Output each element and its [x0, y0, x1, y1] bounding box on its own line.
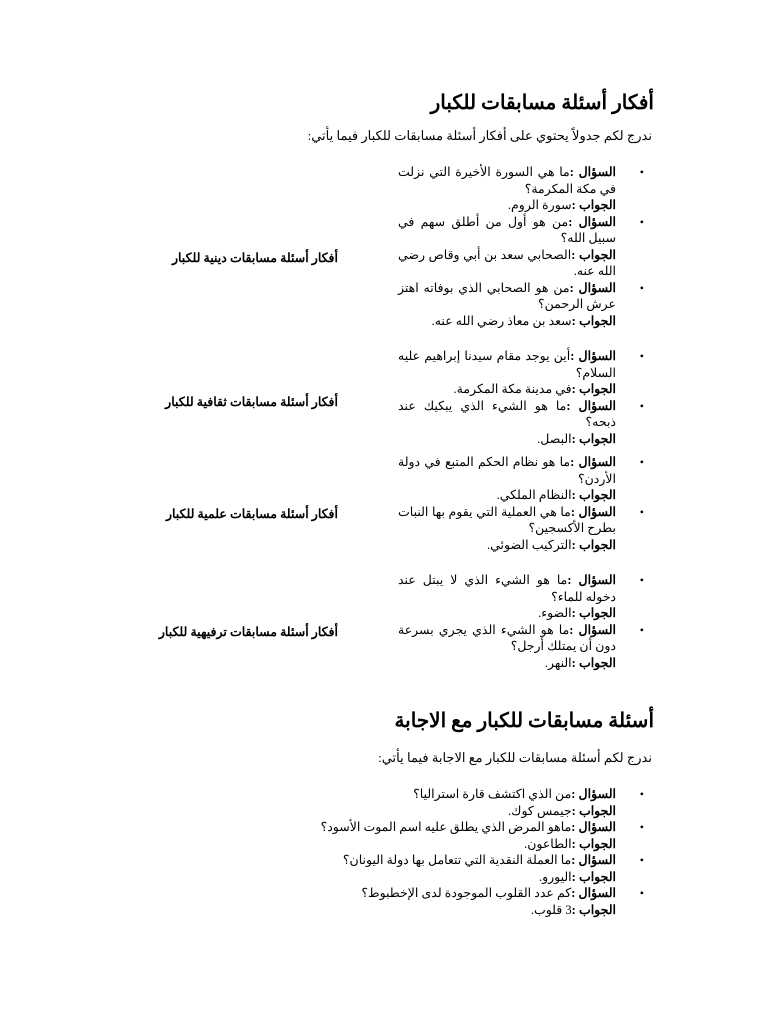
answer-text: في مدينة مكة المكرمة. [453, 382, 572, 396]
question-label: السؤال : [568, 214, 617, 229]
answer-line [398, 313, 616, 330]
bullet-icon: • [639, 398, 644, 413]
list-item [226, 852, 646, 885]
answer-text: الطاعون. [524, 836, 572, 851]
answer-line [398, 487, 616, 504]
question-text: ماهو المرض الذي يطلق عليه اسم الموت الأسود؟ [320, 820, 572, 834]
qa-list-cultural [398, 348, 646, 447]
answer-text: النظام الملكي. [496, 488, 572, 502]
category-title-religious: أفكار أسئلة مسابقات دينية للكبار [171, 251, 338, 265]
question-label: السؤال : [569, 622, 616, 637]
question-label: السؤال : [571, 787, 616, 801]
question-line [226, 885, 616, 902]
section-title: أفكار أسئلة مسابقات للكبار [430, 92, 654, 114]
question-label: السؤال : [571, 820, 616, 834]
answer-text: الصحابي سعد بن أبي وقاص رضي الله عنه. [398, 247, 616, 278]
bullet-icon: • [639, 787, 644, 801]
question-line [398, 504, 616, 537]
answer-text: سعد بن معاذ رضي الله عنه. [431, 313, 572, 328]
answer-label: الجواب : [571, 655, 616, 670]
list-item [226, 819, 646, 852]
qa-list-religious [398, 164, 646, 329]
question-label: السؤال : [570, 504, 616, 519]
answer-label: الجواب : [571, 247, 616, 262]
question-line [398, 454, 616, 487]
question-line [398, 348, 616, 381]
list-item [398, 454, 646, 504]
qa-list-with-answers [226, 786, 646, 918]
list-item [398, 164, 646, 214]
answer-label: الجواب : [571, 803, 616, 818]
section-title: أسئلة مسابقات للكبار مع الاجابة [394, 710, 654, 732]
answer-text: النهر. [544, 655, 572, 670]
question-text: ما هو نظام الحكم المتبع في دولة الأردن؟ [398, 455, 616, 486]
question-label: السؤال : [569, 280, 616, 295]
answer-line [226, 836, 616, 853]
bullet-icon: • [639, 622, 644, 637]
answer-text: الضوء. [538, 606, 572, 620]
qa-list-entertainment [398, 572, 646, 671]
answer-label: الجواب : [571, 537, 616, 552]
question-text: ما العملة النقدية التي تتعامل بها دولة اليونان؟ [342, 853, 572, 867]
question-text: ما هي السورة الأخيرة التي نزلت في مكة المكرمة؟ [398, 165, 616, 196]
list-item [398, 504, 646, 554]
question-text: ما هي العملية التي يقوم بها النبات بطرح الأكسجين؟ [398, 504, 616, 535]
question-text: من هو الصحابي الذي بوفاته اهتز عرش الرحمن؟ [398, 280, 616, 311]
answer-label: الجواب : [571, 313, 616, 328]
list-item [226, 885, 646, 918]
question-label: السؤال : [566, 398, 617, 413]
answer-text: سورة الروم. [507, 198, 572, 212]
answer-label: الجواب : [571, 488, 616, 502]
question-text: من الذي اكتشف قارة استراليا؟ [413, 787, 572, 801]
question-line [226, 852, 616, 869]
qa-list-scientific [398, 454, 646, 553]
answer-line [398, 537, 616, 554]
answer-label: الجواب : [571, 198, 616, 212]
list-item [398, 572, 646, 622]
answer-line [398, 247, 616, 280]
section-intro: ندرج لكم أسئلة مسابقات للكبار مع الاجابة فيما يأتي: [378, 750, 652, 765]
bullet-icon: • [639, 280, 644, 295]
bullet-icon: • [639, 573, 644, 587]
answer-line [398, 605, 616, 622]
category-title-cultural: أفكار أسئلة مسابقات ثقافية للكبار [165, 395, 338, 409]
list-item [226, 786, 646, 819]
bullet-icon: • [639, 214, 644, 229]
answer-line [398, 381, 616, 398]
answer-label: الجواب : [571, 869, 616, 884]
answer-label: الجواب : [571, 382, 616, 396]
bullet-icon: • [639, 820, 644, 834]
answer-line [226, 803, 616, 820]
question-text: من هو أول من أطلق سهم في سبيل الله؟ [398, 214, 616, 245]
answer-text: التركيب الضوئي. [486, 537, 572, 552]
question-line [398, 622, 616, 655]
question-text: كم عدد القلوب الموجودة لدى الإخطبوط؟ [361, 886, 572, 900]
bullet-icon: • [639, 886, 644, 900]
list-item [398, 280, 646, 330]
answer-text: البصل. [537, 431, 572, 446]
question-line [226, 819, 616, 836]
question-label: السؤال : [569, 165, 617, 179]
list-item [398, 622, 646, 672]
answer-label: الجواب : [571, 902, 616, 917]
question-label: السؤال : [571, 853, 616, 867]
question-label: السؤال : [570, 455, 617, 469]
bullet-icon: • [639, 349, 644, 363]
answer-line [398, 655, 616, 672]
answer-label: الجواب : [571, 431, 616, 446]
answer-text: جيمس كوك. [508, 803, 572, 818]
question-line [398, 164, 616, 197]
question-line [226, 786, 616, 803]
question-text: ما هو الشيء الذي يجري بسرعة دون أن يمتلك أرجل؟ [398, 622, 616, 653]
question-line [398, 398, 616, 431]
list-item [398, 348, 646, 398]
category-title-scientific: أفكار أسئلة مسابقات علمية للكبار [165, 507, 338, 521]
question-label: السؤال : [570, 349, 617, 363]
answer-line [226, 869, 616, 886]
answer-line [398, 431, 616, 448]
question-line [398, 572, 616, 605]
answer-label: الجواب : [571, 606, 616, 620]
category-title-entertainment: أفكار أسئلة مسابقات ترفيهية للكبار [158, 625, 338, 639]
bullet-icon: • [639, 165, 644, 179]
section-intro: ندرج لكم جدولاً يحتوي على أفكار أسئلة مسابقات للكبار فيما يأتي: [307, 128, 652, 143]
list-item [398, 214, 646, 280]
bullet-icon: • [639, 504, 644, 519]
answer-line [226, 902, 616, 919]
answer-text: 3 قلوب. [530, 902, 572, 917]
bullet-icon: • [639, 853, 644, 867]
question-text: ما هو الشيء الذي يبكيك عند ذبحه؟ [398, 398, 616, 429]
answer-line [398, 197, 616, 214]
question-line [398, 214, 616, 247]
question-label: السؤال : [571, 886, 616, 900]
question-text: ما هو الشيء الذي لا يبتل عند دخوله للماء؟ [398, 573, 616, 604]
question-label: السؤال : [567, 573, 616, 587]
list-item [398, 398, 646, 448]
bullet-icon: • [639, 455, 644, 469]
answer-text: اليورو. [538, 869, 572, 884]
answer-label: الجواب : [571, 836, 616, 851]
question-text: أين يوجد مقام سيدنا إبراهيم عليه السلام؟ [398, 349, 616, 380]
question-line [398, 280, 616, 313]
